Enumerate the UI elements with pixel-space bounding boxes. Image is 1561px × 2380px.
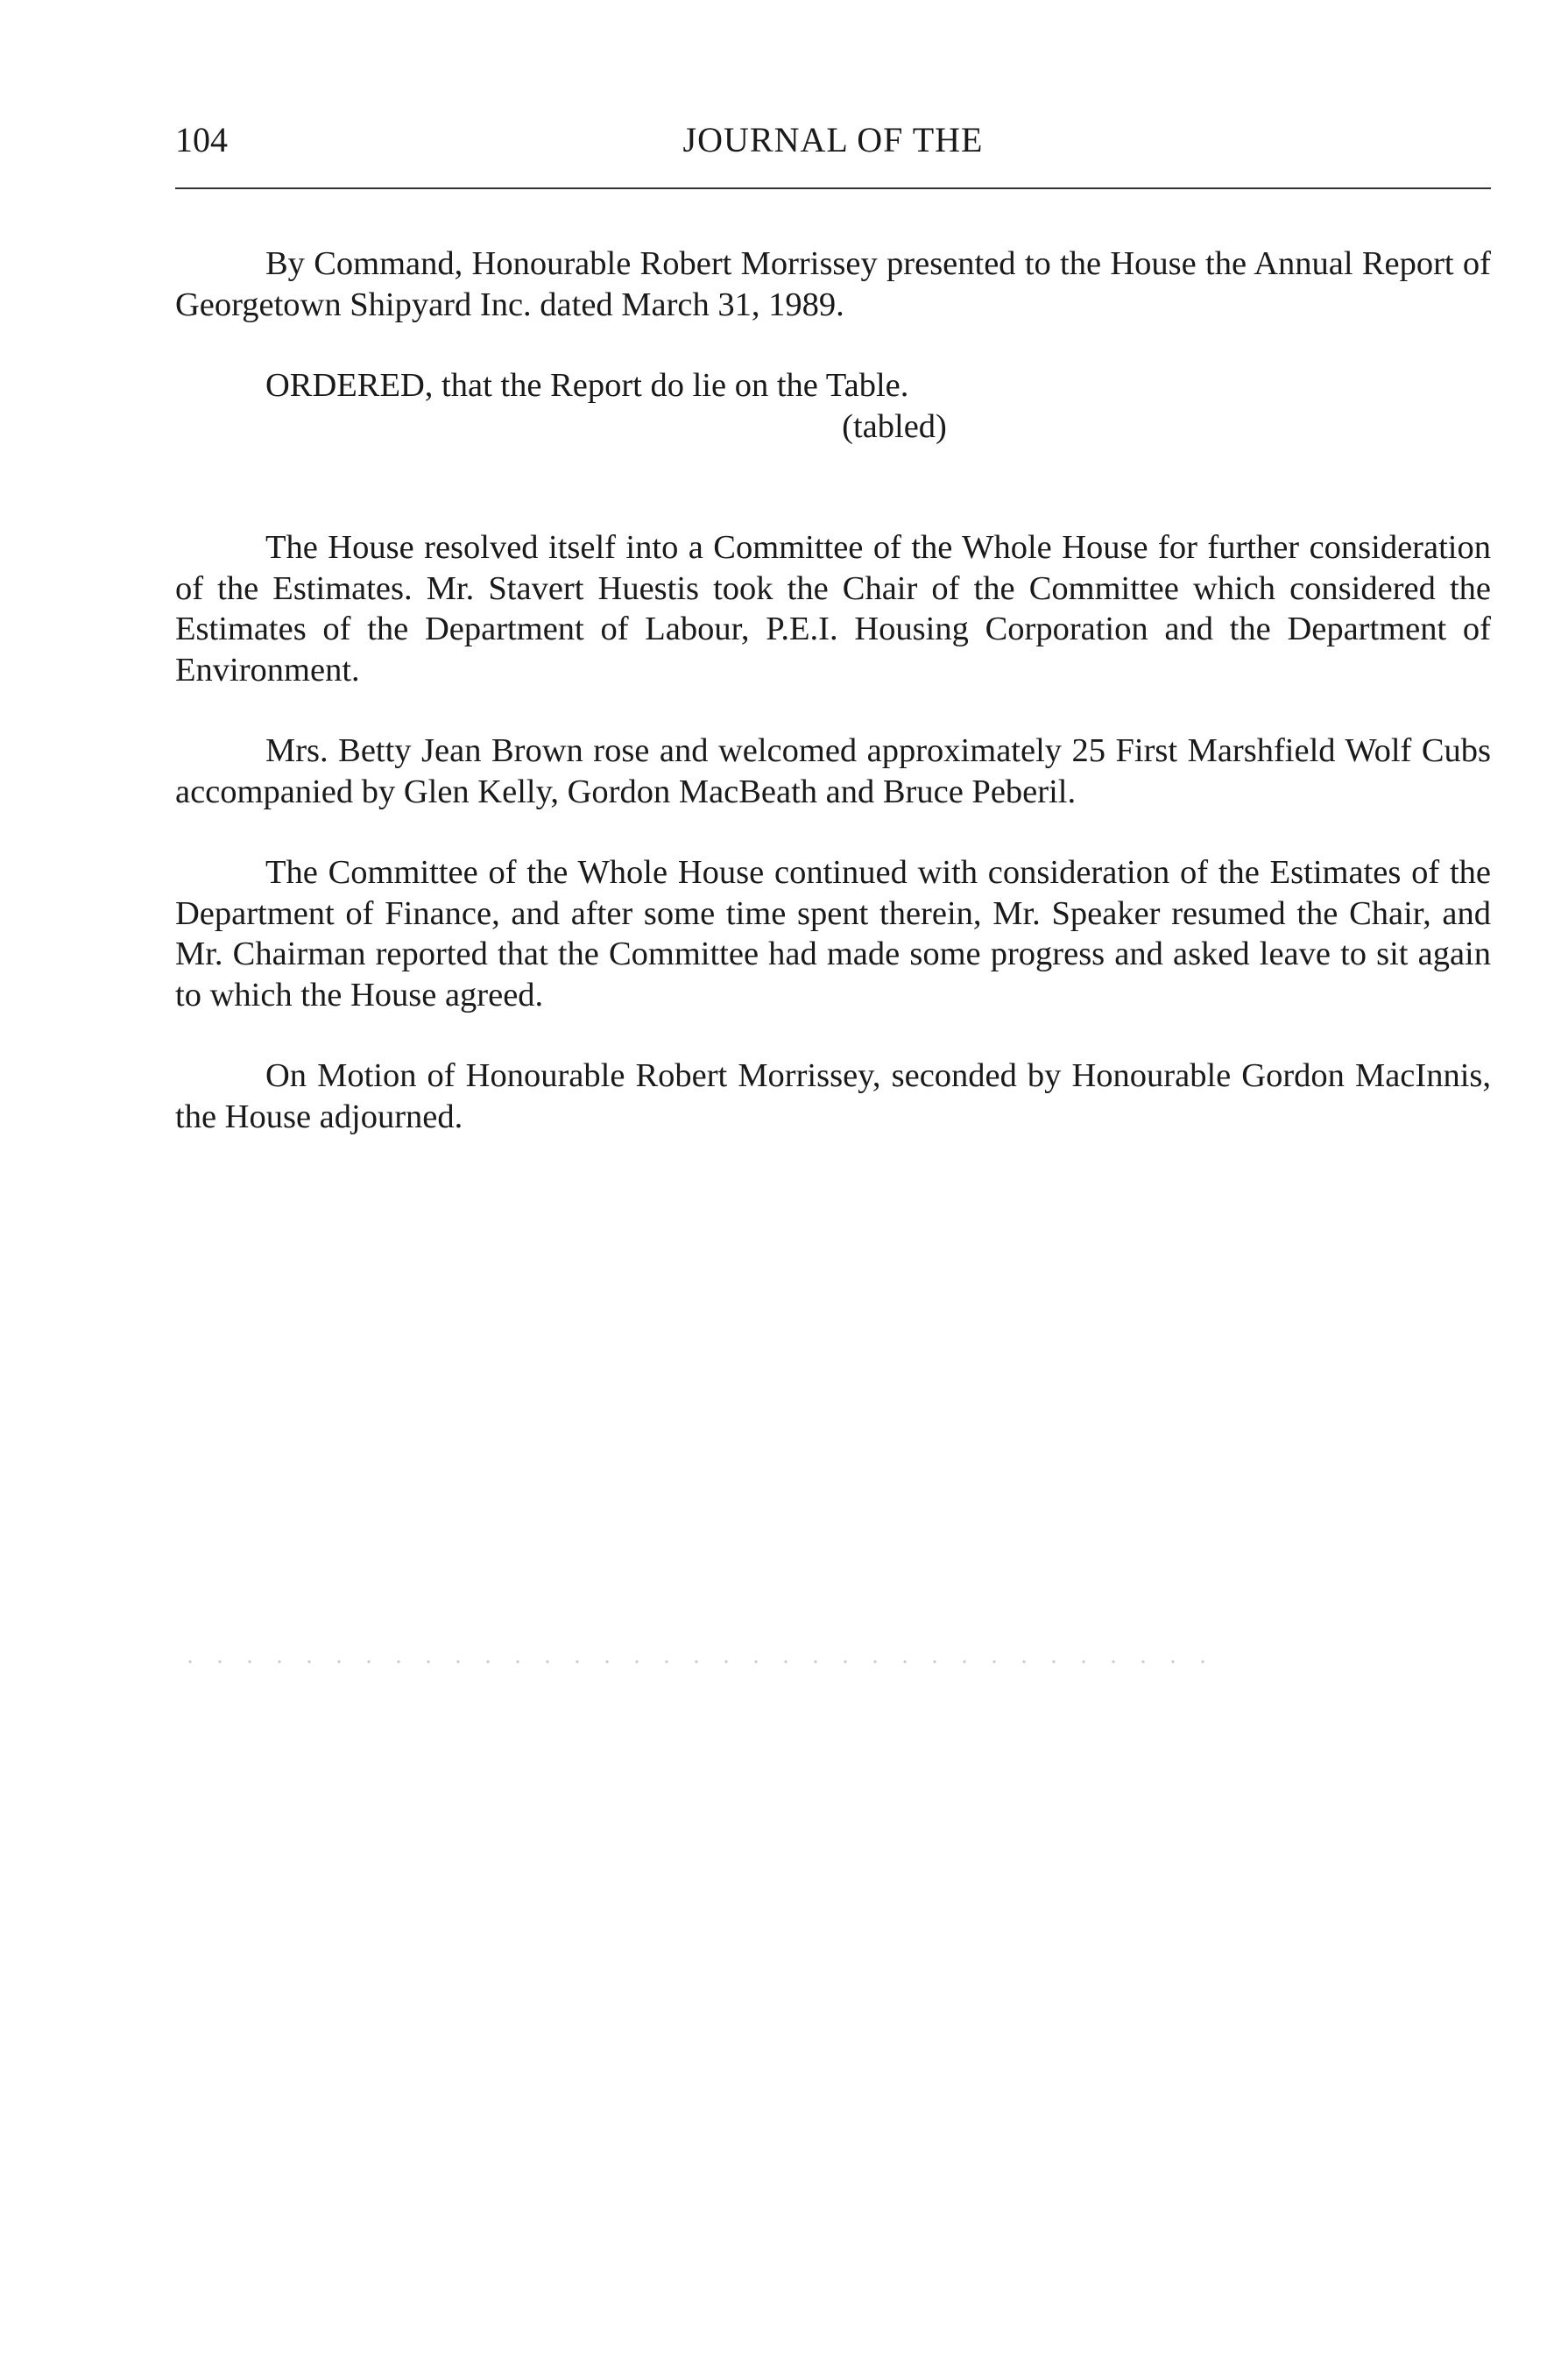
tabled-note: (tabled) [842, 407, 947, 445]
page-number: 104 [175, 120, 228, 159]
scan-artifact-dots [175, 1660, 1226, 1663]
paragraph-ordered: ORDERED, that the Report do lie on the Table. [265, 367, 909, 404]
journal-body [175, 244, 1491, 1177]
paragraph-finance-estimates: The Committee of the Whole House continued with consideration of the Estimates of the Department of Finance, and after some time spent therein, Mr. Speaker resumed the Chair, and Mr. Chairman reported that the Committee had made some progress and asked leave to sit again to which the House agreed. [175, 854, 1491, 1013]
paragraph-committee-estimates: The House resolved itself into a Committee of the Whole House for further consideration of the Estimates. Mr. Stavert Huestis took the Chair of the Committee which considered the Estimates of the Department of Labour, P.E.I. Housing Corporation and the Department of Environment. [175, 529, 1491, 689]
page-header [175, 118, 1491, 162]
journal-page [175, 0, 1491, 2380]
paragraph-wolf-cubs: Mrs. Betty Jean Brown rose and welcomed approximately 25 First Marshfield Wolf Cubs accompanied by Glen Kelly, Gordon MacBeath and Bruce Peberil. [175, 732, 1491, 810]
header-rule [175, 187, 1491, 189]
running-head: JOURNAL OF THE [682, 120, 984, 159]
paragraph-adjournment: On Motion of Honourable Robert Morrissey, seconded by Honourable Gordon MacInnis, the House adjourned. [175, 1057, 1491, 1135]
paragraph-annual-report: By Command, Honourable Robert Morrissey presented to the House the Annual Report of Georgetown Shipyard Inc. dated March 31, 1989. [175, 245, 1491, 323]
